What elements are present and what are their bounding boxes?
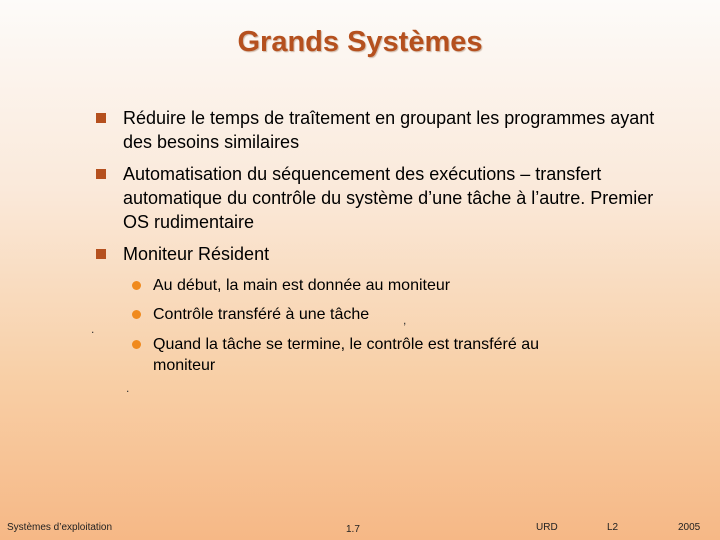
square-bullet-icon — [96, 169, 106, 179]
bullet-item — [96, 162, 656, 236]
round-bullet-icon — [132, 281, 141, 290]
footer-year: 2005 — [678, 522, 701, 533]
bullet-text: Moniteur Résident — [123, 244, 270, 264]
footer-level: L2 — [607, 522, 619, 533]
stray-mark: , — [403, 313, 407, 327]
footer-page-number: 1.7 — [346, 524, 360, 535]
bullet-text: Automatisation du séquencement des exécutions – transfert automatique du contrôle du système d’une tâche à l’autre. Premier OS rudimentaire — [123, 164, 654, 232]
footer-institution: URD — [536, 522, 558, 533]
footer-course: Systèmes d’exploitation — [7, 522, 113, 533]
square-bullet-icon — [96, 249, 106, 259]
bullet-item — [96, 242, 656, 268]
sub-bullet-item — [132, 334, 612, 378]
stray-mark: . — [126, 381, 130, 395]
bullet-text: Réduire le temps de traîtement en groupant les programmes ayant des besoins similaires — [123, 108, 655, 152]
bullet-item — [96, 106, 656, 156]
sub-bullet-item — [132, 275, 612, 297]
stray-mark: . — [91, 322, 95, 336]
square-bullet-icon — [96, 113, 106, 123]
round-bullet-icon — [132, 310, 141, 319]
slide-title: Grands Systèmes — [237, 26, 483, 58]
round-bullet-icon — [132, 340, 141, 349]
sub-bullet-text: Contrôle transféré à une tâche — [153, 306, 370, 323]
sub-bullet-item — [132, 304, 612, 326]
sub-bullet-text: Au début, la main est donnée au moniteur — [153, 277, 451, 294]
sub-bullet-text: Quand la tâche se termine, le contrôle est transféré au moniteur — [153, 336, 539, 374]
